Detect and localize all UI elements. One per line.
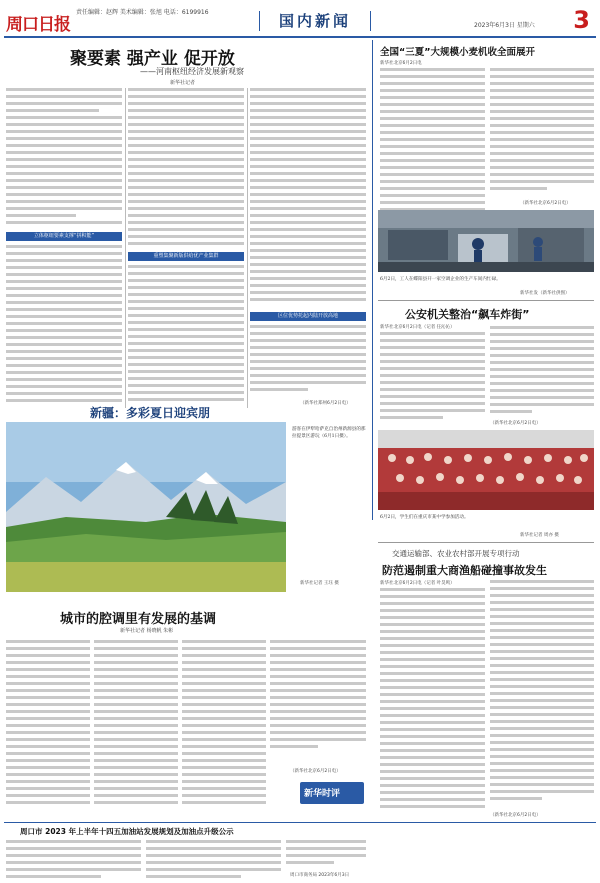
masthead <box>4 6 596 38</box>
police-col-2 <box>490 326 594 422</box>
page-number: 3 <box>573 6 590 34</box>
lead-subhead-3: 区位优势托起内陆开放高地 <box>250 312 366 321</box>
factory-photo <box>378 210 594 272</box>
section-rule <box>378 300 594 301</box>
xinjiang-photo <box>6 422 286 592</box>
city-col-4 <box>270 640 366 760</box>
school-caption: 6月2日，学生们在重庆市某中学参加活动。 <box>380 515 469 520</box>
fishery-title: 防范遏制重大商渔船碰撞事故发生 <box>382 564 547 577</box>
lead-source: （新华社郑州6月2日电） <box>300 401 351 406</box>
notice-title: 周口市 2023 年上半年十四五加油站发展规划及加油点升级公示 <box>20 827 234 836</box>
issue-date: 2023年6月3日 星期六 <box>474 22 535 29</box>
lead-byline: 新华社记者 <box>170 80 196 86</box>
column-divider <box>247 88 248 408</box>
column-divider <box>125 88 126 408</box>
lead-title: 聚要素 强产业 促开放 <box>70 49 235 69</box>
police-source: （新华社北京6月2日电） <box>490 421 541 426</box>
fishery-source: （新华社北京6月2日电） <box>490 813 541 818</box>
harvest-col-2 <box>490 68 594 198</box>
lead-col-1b <box>6 245 122 405</box>
notice-col-2 <box>146 840 281 880</box>
police-byline: 新华社北京6月2日电（记者 任沁沁） <box>380 325 455 330</box>
fishery-col-2 <box>490 580 594 810</box>
xinjiang-caption: 游客在伊犁哈萨克自治州新源县的那拉提景区游玩（6月1日摄）。 <box>292 427 366 439</box>
city-source: （新华社北京6月2日电） <box>290 769 341 774</box>
school-photo <box>378 430 594 510</box>
harvest-source: （新华社北京6月2日电） <box>520 201 571 206</box>
lead-subtitle: ——河南枢纽经济发展新观察 <box>140 67 244 76</box>
xinjiang-title: 新疆：多彩夏日迎宾朋 <box>90 406 211 420</box>
bottom-rule <box>4 822 596 823</box>
harvest-byline: 新华社北京6月2日电 <box>380 61 422 66</box>
school-credit: 新华社记者 周亦 摄 <box>520 533 559 538</box>
notice-footer: 周口市商务局 2023年6月3日 <box>290 873 350 878</box>
fishery-col-1 <box>380 588 485 818</box>
notice-col-3 <box>286 840 366 870</box>
fishery-kicker: 交通运输部、农业农村部开展专项行动 <box>392 549 520 558</box>
lead-col-2 <box>128 88 244 248</box>
harvest-title: 全国“三夏”大规模小麦机收全面展开 <box>380 47 535 58</box>
column-divider <box>372 40 373 520</box>
lead-subhead-2: 重塑集聚新版供给优产业集群 <box>128 252 244 261</box>
xinhua-commentary-logo <box>300 782 364 804</box>
city-col-2 <box>94 640 178 810</box>
lead-subhead-1: 立体枢纽要素支撑“拼积能” <box>6 232 122 241</box>
commentary-logo-text: 新华时评 <box>304 789 341 799</box>
police-col-1 <box>380 332 485 422</box>
masthead-info: 责任编辑：赵辉 美术编辑：张旭 电话：6199916 <box>76 9 209 16</box>
city-col-3 <box>182 640 266 810</box>
city-title: 城市的腔调里有发展的基调 <box>60 612 217 627</box>
fishery-byline: 新华社北京6月2日电（记者 叶昊鸣） <box>380 581 455 586</box>
xinjiang-credit: 新华社记者 王珏 摄 <box>300 581 339 586</box>
factory-credit: 新华社发（新华社供图） <box>520 291 570 296</box>
lead-col-3b <box>250 325 366 395</box>
lead-col-1 <box>6 88 122 228</box>
factory-caption: 6月2日，工人在蝶阳县开一家空调企业的生产车间内忙碌。 <box>380 277 501 282</box>
section-rule <box>378 542 594 543</box>
lead-col-2b <box>128 265 244 405</box>
newspaper-logo: 周口日报 <box>6 15 70 35</box>
city-byline: 新华社记者 杨晓帆 朱彬 <box>120 628 174 634</box>
city-col-1 <box>6 640 90 810</box>
lead-col-3 <box>250 88 366 308</box>
police-title: 公安机关整治“飙车炸街” <box>405 308 530 321</box>
section-title: 国内新闻 <box>259 11 371 31</box>
notice-col-1 <box>6 840 141 880</box>
